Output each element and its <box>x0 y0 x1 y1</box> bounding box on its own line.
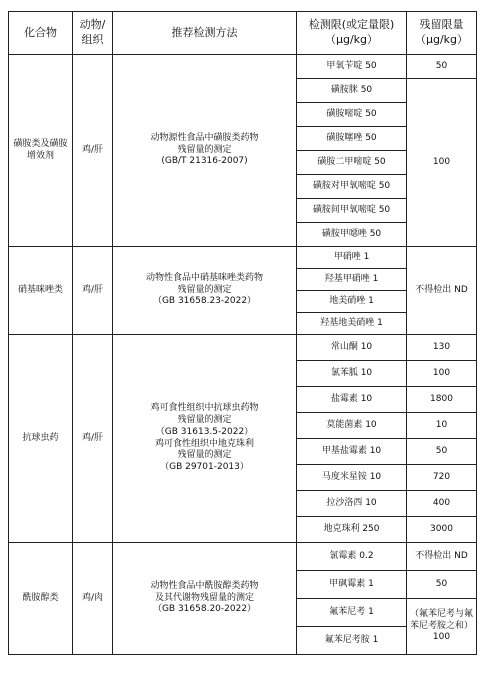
lod-cell: 盐霉素 10 <box>297 387 407 413</box>
method-line: 残留量的测定 <box>177 415 232 426</box>
lod-cell: 氯苯胍 10 <box>297 361 407 387</box>
lod-cell: 磺胺甲噁唑 50 <box>297 223 407 247</box>
lod-cell: 氟苯尼考 1 <box>297 599 407 627</box>
header-compound: 化合物 <box>9 12 73 55</box>
method-line: （GB 29701-2013） <box>160 461 249 472</box>
mrl-cell: （氟苯尼考与氟苯尼考胺之和）100 <box>407 599 477 655</box>
lod-cell: 甲氧苄啶 50 <box>297 55 407 79</box>
mrl-cell: 130 <box>407 335 477 361</box>
compound-cell: 抗球虫药 <box>9 335 73 543</box>
mrl-cell: 50 <box>407 439 477 465</box>
method-line: 鸡可食性组织中抗球虫药物 <box>150 403 259 414</box>
table-row <box>9 335 477 361</box>
lod-cell: 磺胺二甲嘧啶 50 <box>297 151 407 175</box>
method-line: （GB 31613.5-2022） <box>155 426 254 437</box>
method-line: 残留量的测定 <box>177 144 232 155</box>
lod-cell: 羟基地美硝唑 1 <box>297 313 407 335</box>
lod-cell: 磺胺嘧啶 50 <box>297 103 407 127</box>
mrl-cell: 10 <box>407 413 477 439</box>
method-line: 鸡可食性组织中地克珠利 <box>154 438 254 449</box>
method-line: 动物性食品中酰胺醇类药物 <box>150 580 259 591</box>
tissue-cell: 鸡/肝 <box>73 55 113 247</box>
header-mrl: 残留限量（μg/kg） <box>407 12 477 55</box>
method-line: （GB 31658.20-2022） <box>152 604 257 615</box>
method-line: 动物性食品中硝基咪唑类药物 <box>145 272 263 283</box>
header-tissue: 动物/组织 <box>73 12 113 55</box>
lod-cell: 甲基盐霉素 10 <box>297 439 407 465</box>
lod-cell: 甲砜霉素 1 <box>297 571 407 599</box>
header-method: 推荐检测方法 <box>113 12 297 55</box>
lod-cell: 磺胺脒 50 <box>297 79 407 103</box>
method-line: （GB 31658.23-2022） <box>152 296 257 307</box>
lod-cell: 磺胺对甲氧嘧啶 50 <box>297 175 407 199</box>
lod-cell: 莫能菌素 10 <box>297 413 407 439</box>
mrl-cell: 3000 <box>407 517 477 543</box>
lod-cell: 地美硝唑 1 <box>297 291 407 313</box>
lod-cell: 拉沙洛西 10 <box>297 491 407 517</box>
header-row <box>9 12 477 55</box>
mrl-cell: 1800 <box>407 387 477 413</box>
mrl-cell: 50 <box>407 55 477 79</box>
mrl-cell: 100 <box>407 361 477 387</box>
residue-limit-table <box>8 11 477 655</box>
lod-cell: 氟苯尼考胺 1 <box>297 627 407 655</box>
mrl-cell: 不得检出 ND <box>407 247 477 335</box>
method-line: 残留量的测定 <box>177 450 232 461</box>
table-row <box>9 543 477 571</box>
mrl-cell: 400 <box>407 491 477 517</box>
compound-cell: 硝基咪唑类 <box>9 247 73 335</box>
method-cell <box>113 335 297 543</box>
tissue-cell: 鸡/肉 <box>73 543 113 655</box>
compound-cell: 磺胺类及磺胺增效剂 <box>9 55 73 247</box>
table-row <box>9 247 477 269</box>
lod-cell: 氯霉素 0.2 <box>297 543 407 571</box>
method-cell <box>113 247 297 335</box>
lod-cell: 磺胺间甲氧嘧啶 50 <box>297 199 407 223</box>
method-line: (GB/T 21316-2007) <box>161 156 248 167</box>
mrl-cell: 100 <box>407 79 477 247</box>
compound-cell: 酰胺醇类 <box>9 543 73 655</box>
header-lod: 检测限(或定量限)（μg/kg） <box>297 12 407 55</box>
lod-cell: 常山酮 10 <box>297 335 407 361</box>
table-row <box>9 55 477 79</box>
method-line: 残留量的测定 <box>177 284 232 295</box>
tissue-cell: 鸡/肝 <box>73 335 113 543</box>
mrl-cell: 50 <box>407 571 477 599</box>
lod-cell: 马度米星铵 10 <box>297 465 407 491</box>
method-line: 及其代谢物残留量的测定 <box>154 592 254 603</box>
mrl-cell: 720 <box>407 465 477 491</box>
method-cell <box>113 543 297 655</box>
lod-cell: 羟基甲硝唑 1 <box>297 269 407 291</box>
method-line: 动物源性食品中磺胺类药物 <box>150 132 259 143</box>
mrl-cell: 不得检出 ND <box>407 543 477 571</box>
method-cell <box>113 55 297 247</box>
tissue-cell: 鸡/肝 <box>73 247 113 335</box>
lod-cell: 磺胺噻唑 50 <box>297 127 407 151</box>
lod-cell: 甲硝唑 1 <box>297 247 407 269</box>
lod-cell: 地克珠利 250 <box>297 517 407 543</box>
